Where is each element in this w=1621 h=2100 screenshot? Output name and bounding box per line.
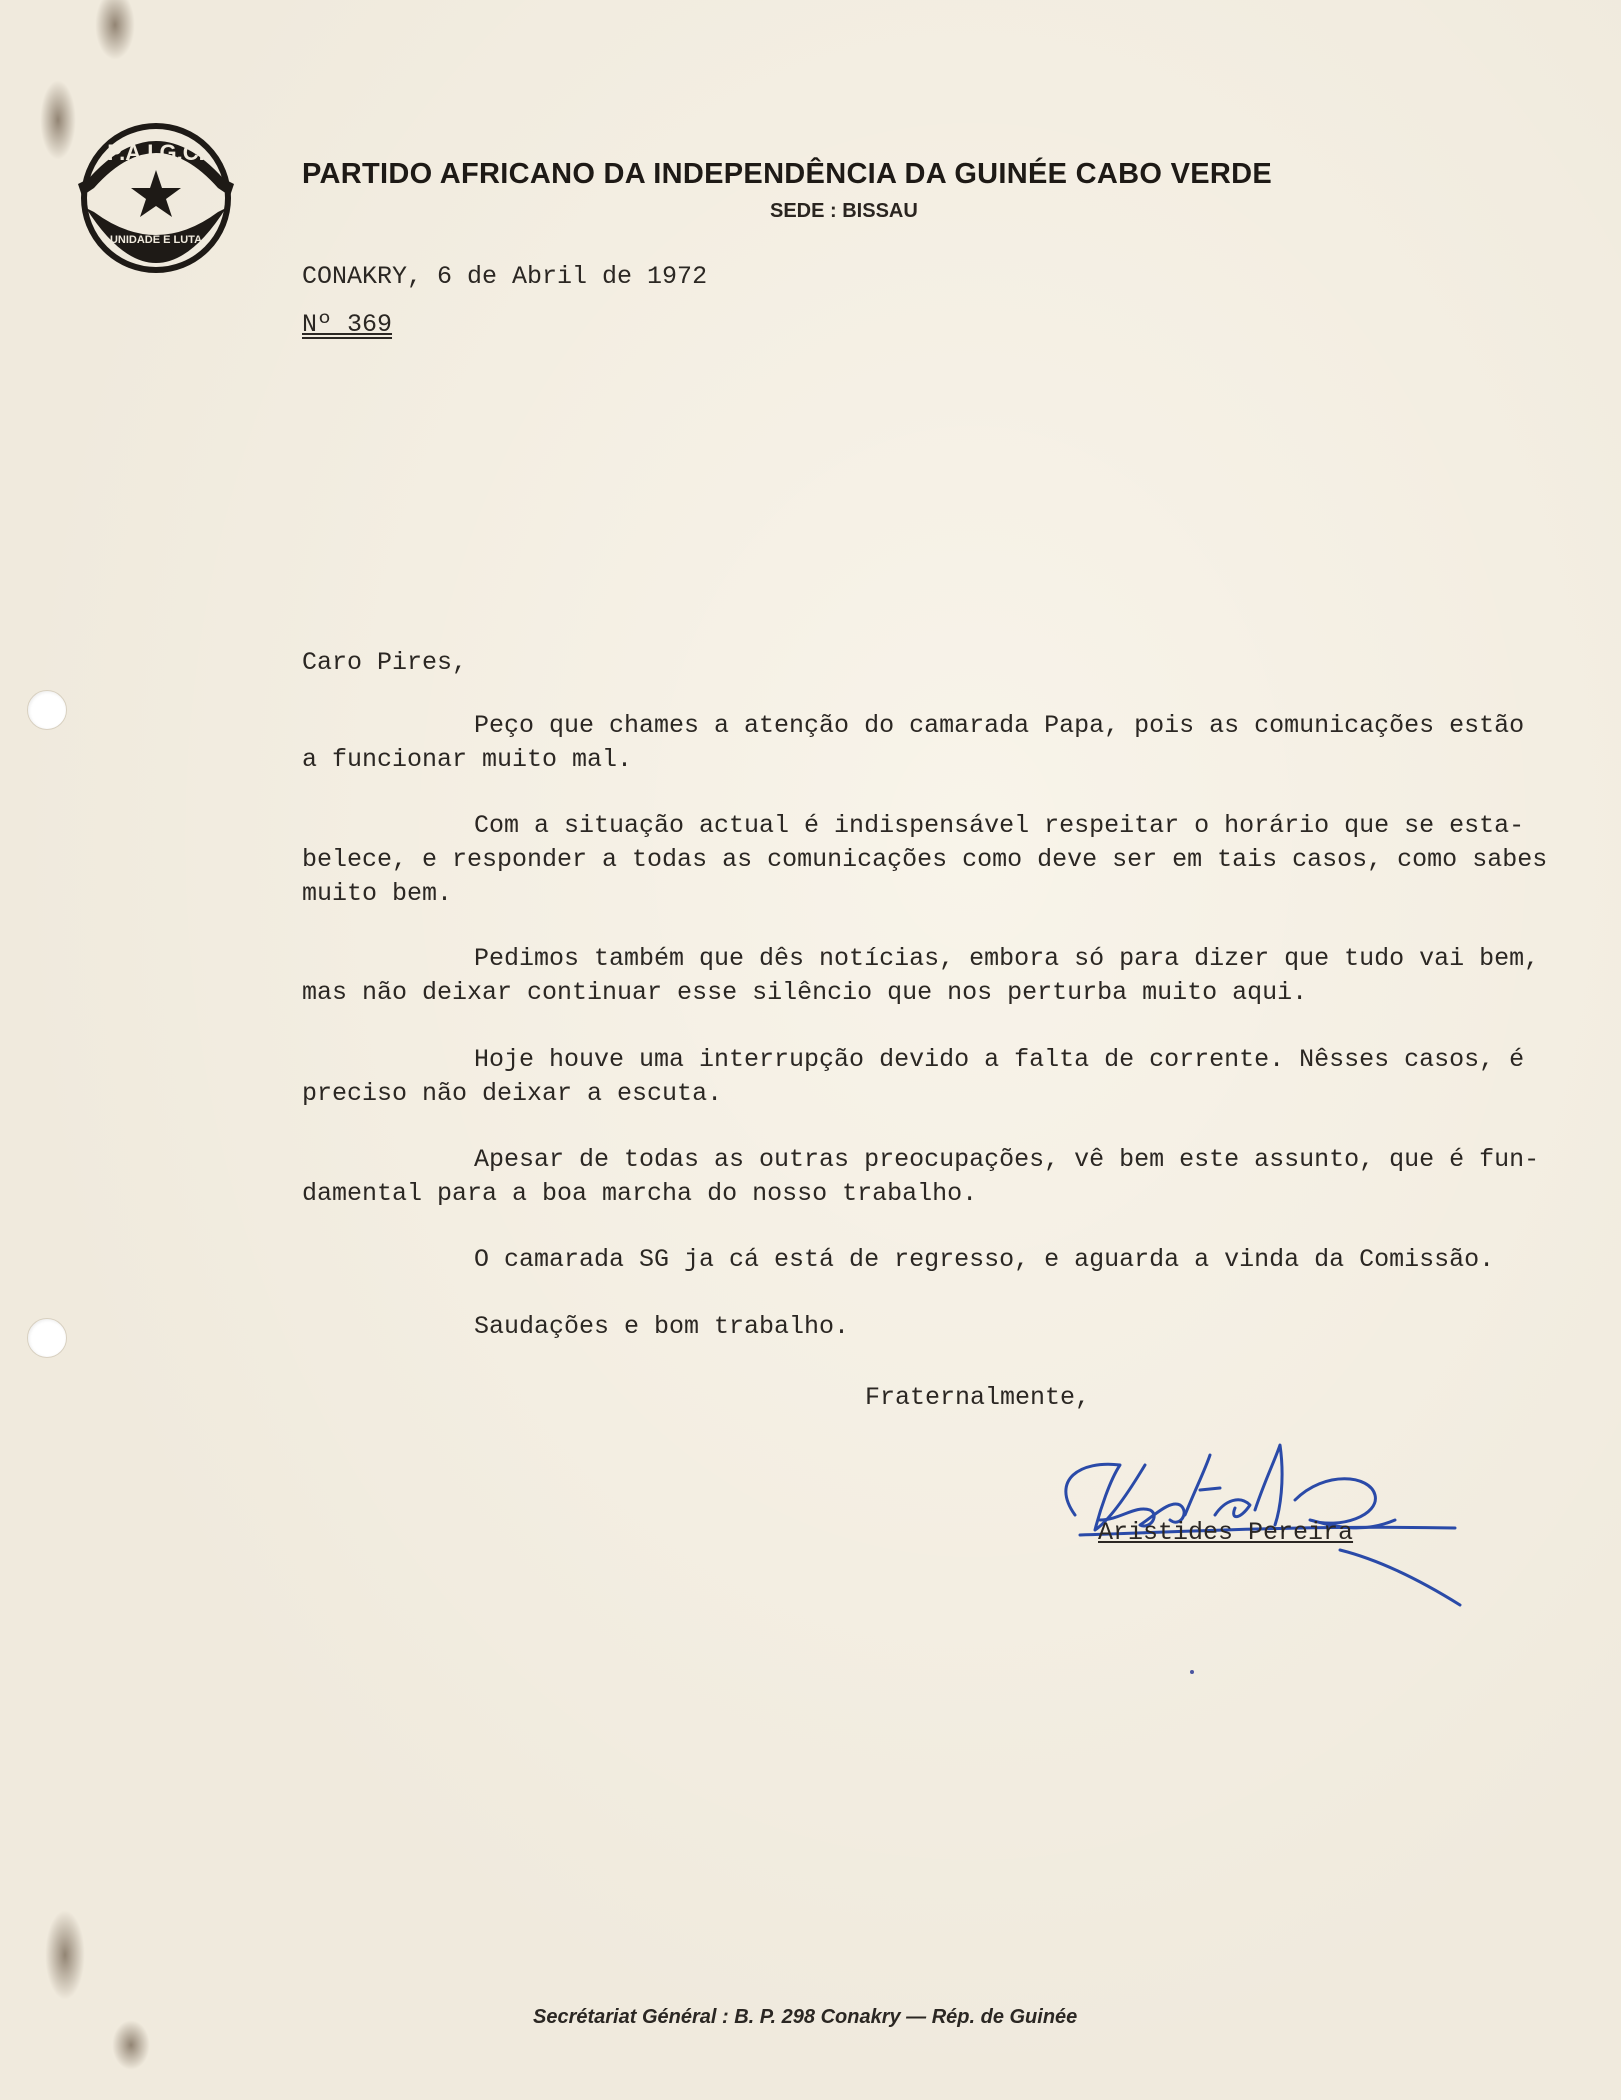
punch-hole-upper [27, 690, 67, 730]
paragraph-line: Peço que chames a atenção do camarada Papa, pois as comunicações estão [474, 711, 1525, 740]
punch-hole-lower [27, 1318, 67, 1358]
logo-motto: UNIDADE E LUTA [109, 234, 203, 246]
paigc-logo [72, 108, 240, 276]
paragraph-line: O camarada SG ja cá está de regresso, e aguarda a vinda da Comissão. [474, 1245, 1495, 1274]
closing: Fraternalmente, [865, 1383, 1091, 1412]
paragraph-3 [302, 942, 1612, 1010]
paragraph-line: Apesar de todas as outras preocupações, vê bem este assunto, que é fun- [474, 1145, 1540, 1174]
stain-bottom-2 [112, 2020, 150, 2070]
paragraph-line: mas não deixar continuar esse silêncio que nos perturba muito aqui. [302, 978, 1308, 1007]
place-date: CONAKRY, 6 de Abril de 1972 [302, 262, 708, 291]
paragraph-1 [302, 709, 1612, 777]
stain-bottom-1 [45, 1910, 85, 2000]
letterhead-seat: SEDE : BISSAU [770, 200, 918, 222]
paragraph-line: preciso não deixar a escuta. [302, 1079, 723, 1108]
paragraph-line: Hoje houve uma interrupção devido a falta de corrente. Nêsses casos, é [474, 1045, 1525, 1074]
stain-top-2 [40, 80, 76, 160]
paragraph-line: Pedimos também que dês notícias, embora só para dizer que tudo vai bem, [474, 944, 1540, 973]
letterhead-title: PARTIDO AFRICANO DA INDEPENDÊNCIA DA GUINÉE CABO VERDE [302, 158, 1273, 190]
stain-top-1 [95, 0, 135, 60]
paragraph-6 [302, 1243, 1612, 1277]
paragraph-line: Saudações e bom trabalho. [474, 1312, 850, 1341]
paragraph-4 [302, 1043, 1612, 1111]
star-icon [131, 170, 181, 217]
ink-speck [1190, 1670, 1194, 1674]
paragraph-line: damental para a boa marcha do nosso trabalho. [302, 1179, 978, 1208]
document-number: Nº 369 [302, 310, 393, 339]
paragraph-2 [302, 809, 1612, 911]
logo-text: P.A.I.G.C. [107, 140, 205, 165]
paragraph-line: belece, e responder a todas as comunicações como deve ser em tais casos, como sabes [302, 845, 1548, 874]
paragraph-7 [302, 1310, 1612, 1344]
signatory-name: Aristides Pereira [1098, 1518, 1354, 1547]
paragraph-line: a funcionar muito mal. [302, 745, 633, 774]
paragraph-line: muito bem. [302, 879, 453, 908]
footer-address: Secrétariat Général : B. P. 298 Conakry — Rép. de Guinée [533, 2006, 1078, 2028]
paragraph-line: Com a situação actual é indispensável respeitar o horário que se esta- [474, 811, 1525, 840]
paragraph-5 [302, 1143, 1612, 1211]
salutation: Caro Pires, [302, 648, 468, 677]
